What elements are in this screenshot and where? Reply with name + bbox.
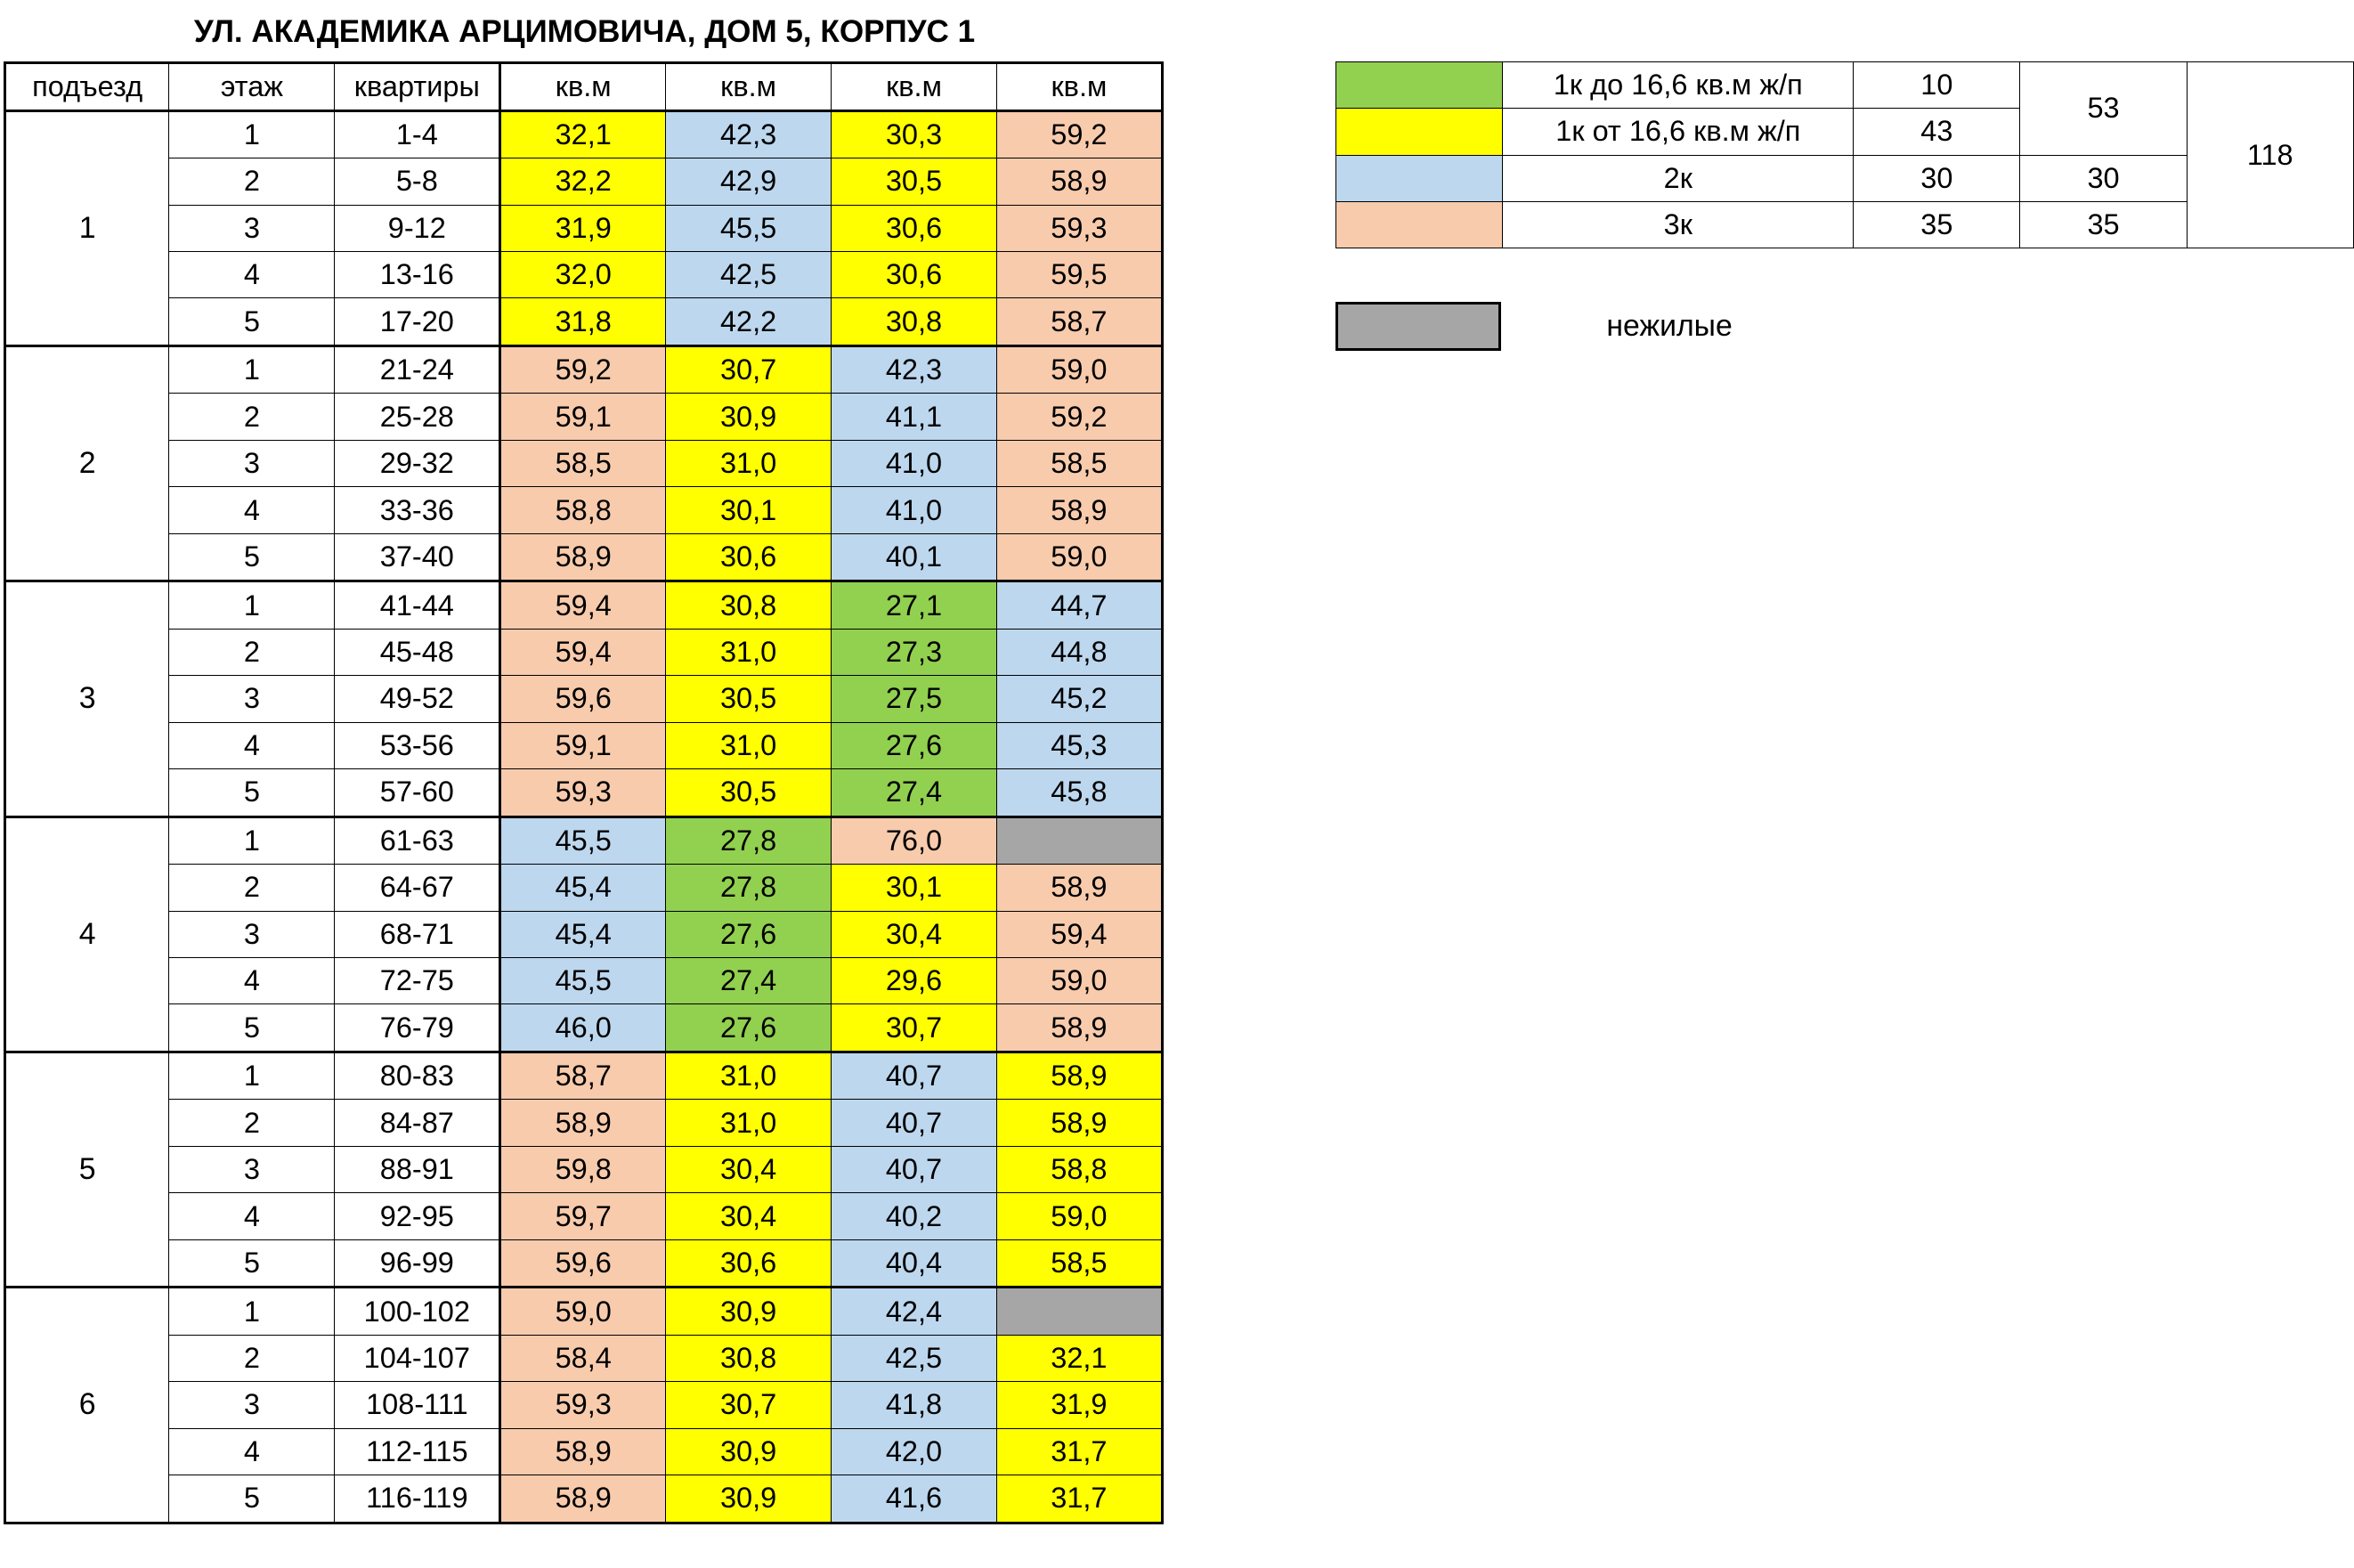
table-row [4, 110, 1162, 158]
floor-number: 4 [169, 251, 335, 297]
floor-number: 3 [169, 1146, 335, 1192]
area-cell: 30,6 [832, 205, 997, 251]
area-cell: 41,0 [832, 440, 997, 486]
apartments-table [4, 61, 1164, 1524]
floor-number: 4 [169, 1193, 335, 1239]
area-cell: 76,0 [832, 816, 997, 864]
area-cell: 30,5 [666, 769, 832, 816]
apartment-range: 68-71 [335, 911, 500, 957]
apartment-range: 92-95 [335, 1193, 500, 1239]
table-row [4, 533, 1162, 581]
table-row [4, 1100, 1162, 1146]
area-cell: 40,2 [832, 1193, 997, 1239]
area-cell: 59,2 [996, 110, 1162, 158]
area-cell: 59,6 [500, 676, 666, 722]
apartment-range: 49-52 [335, 676, 500, 722]
area-cell: 30,4 [666, 1146, 832, 1192]
table-row [4, 298, 1162, 345]
area-cell: 58,9 [500, 1475, 666, 1523]
floor-number: 1 [169, 581, 335, 629]
area-cell: 59,8 [500, 1146, 666, 1192]
area-cell: 41,1 [832, 394, 997, 440]
area-cell: 44,8 [996, 629, 1162, 675]
table-row [4, 1193, 1162, 1239]
apartments-table-body [4, 62, 1162, 1523]
apartment-range: 9-12 [335, 205, 500, 251]
table-row [4, 1239, 1162, 1287]
area-cell: 59,2 [500, 345, 666, 393]
table-row [4, 394, 1162, 440]
floor-number: 5 [169, 298, 335, 345]
floor-number: 5 [169, 533, 335, 581]
area-cell: 42,0 [832, 1428, 997, 1475]
area-cell: 27,4 [832, 769, 997, 816]
entrance-number: 1 [4, 110, 169, 345]
apartment-range: 5-8 [335, 158, 500, 205]
floor-number: 4 [169, 722, 335, 768]
legend-table [1335, 61, 2354, 248]
area-cell: 58,9 [996, 1052, 1162, 1099]
header-area: кв.м [500, 62, 666, 110]
floor-number: 4 [169, 487, 335, 533]
area-cell: 46,0 [500, 1004, 666, 1052]
area-cell: 31,0 [666, 1100, 832, 1146]
header-area: кв.м [666, 62, 832, 110]
legend-swatch-nonres [1335, 302, 1501, 351]
area-cell: 30,7 [832, 1004, 997, 1052]
area-cell: 58,9 [996, 158, 1162, 205]
apartment-range: 108-111 [335, 1382, 500, 1428]
area-cell: 30,4 [666, 1193, 832, 1239]
legend-swatch-3k [1336, 201, 1503, 248]
area-cell: 45,5 [666, 205, 832, 251]
area-cell: 30,6 [832, 251, 997, 297]
legend-label-nonres: нежилые [1606, 308, 1733, 343]
table-row [4, 676, 1162, 722]
table-row [4, 1004, 1162, 1052]
table-row [4, 1475, 1162, 1523]
legend-swatch-1k [1336, 109, 1503, 155]
area-cell: 31,0 [666, 1052, 832, 1099]
table-row [4, 722, 1162, 768]
area-cell: 30,8 [832, 298, 997, 345]
table-row [4, 1146, 1162, 1192]
area-cell: 40,7 [832, 1100, 997, 1146]
floor-number: 3 [169, 205, 335, 251]
area-cell: 58,7 [500, 1052, 666, 1099]
area-cell: 31,7 [996, 1475, 1162, 1523]
table-row [4, 911, 1162, 957]
legend-subtotal-3k: 35 [2020, 201, 2187, 248]
area-cell: 30,6 [666, 533, 832, 581]
header-area: кв.м [996, 62, 1162, 110]
nonresidential-cell [996, 1288, 1162, 1335]
area-cell: 32,1 [500, 110, 666, 158]
area-cell: 45,5 [500, 958, 666, 1004]
floor-number: 2 [169, 1335, 335, 1381]
area-cell: 27,3 [832, 629, 997, 675]
area-cell: 59,1 [500, 722, 666, 768]
area-cell: 27,6 [666, 911, 832, 957]
area-cell: 58,9 [996, 487, 1162, 533]
area-cell: 59,1 [500, 394, 666, 440]
area-cell: 32,1 [996, 1335, 1162, 1381]
apartment-range: 1-4 [335, 110, 500, 158]
area-cell: 40,1 [832, 533, 997, 581]
table-row [4, 958, 1162, 1004]
area-cell: 42,4 [832, 1288, 997, 1335]
apartment-range: 13-16 [335, 251, 500, 297]
area-cell: 58,5 [500, 440, 666, 486]
legend-label: 3к [1503, 201, 1854, 248]
floor-number: 2 [169, 1100, 335, 1146]
area-cell: 31,8 [500, 298, 666, 345]
floor-number: 2 [169, 158, 335, 205]
area-cell: 31,9 [996, 1382, 1162, 1428]
legend-count: 35 [1854, 201, 2020, 248]
entrance-number: 6 [4, 1288, 169, 1523]
apartment-range: 33-36 [335, 487, 500, 533]
floor-number: 1 [169, 816, 335, 864]
area-cell: 27,5 [832, 676, 997, 722]
floor-number: 5 [169, 1475, 335, 1523]
area-cell: 59,5 [996, 251, 1162, 297]
entrance-number: 2 [4, 345, 169, 581]
header-floor: этаж [169, 62, 335, 110]
apartment-range: 37-40 [335, 533, 500, 581]
area-cell: 31,7 [996, 1428, 1162, 1475]
table-row [4, 581, 1162, 629]
area-cell: 30,9 [666, 1288, 832, 1335]
apartment-range: 21-24 [335, 345, 500, 393]
entrance-number: 3 [4, 581, 169, 816]
apartment-range: 17-20 [335, 298, 500, 345]
header-apartments: квартиры [335, 62, 500, 110]
floor-number: 2 [169, 865, 335, 911]
area-cell: 30,9 [666, 1428, 832, 1475]
apartment-range: 72-75 [335, 958, 500, 1004]
floor-number: 3 [169, 1382, 335, 1428]
area-cell: 31,0 [666, 629, 832, 675]
area-cell: 58,8 [996, 1146, 1162, 1192]
area-cell: 58,7 [996, 298, 1162, 345]
area-cell: 30,1 [832, 865, 997, 911]
area-cell: 31,9 [500, 205, 666, 251]
area-cell: 30,5 [666, 676, 832, 722]
floor-number: 1 [169, 345, 335, 393]
area-cell: 59,4 [500, 629, 666, 675]
entrance-number: 5 [4, 1052, 169, 1287]
apartment-range: 80-83 [335, 1052, 500, 1099]
apartment-range: 45-48 [335, 629, 500, 675]
apartment-range: 116-119 [335, 1475, 500, 1523]
apartment-range: 29-32 [335, 440, 500, 486]
floor-number: 4 [169, 1428, 335, 1475]
floor-number: 5 [169, 769, 335, 816]
table-row [4, 1288, 1162, 1335]
legend-count: 10 [1854, 61, 2020, 108]
table-row [4, 345, 1162, 393]
apartment-range: 112-115 [335, 1428, 500, 1475]
nonresidential-cell [996, 816, 1162, 864]
apartment-range: 96-99 [335, 1239, 500, 1287]
floor-number: 2 [169, 629, 335, 675]
area-cell: 41,6 [832, 1475, 997, 1523]
legend-label: 1к до 16,6 кв.м ж/п [1503, 61, 1854, 108]
floor-number: 3 [169, 676, 335, 722]
legend-count: 30 [1854, 155, 2020, 201]
legend-subtotal-1k: 53 [2020, 61, 2187, 155]
area-cell: 29,6 [832, 958, 997, 1004]
area-cell: 58,8 [500, 487, 666, 533]
area-cell: 58,9 [500, 1428, 666, 1475]
floor-number: 3 [169, 911, 335, 957]
area-cell: 42,2 [666, 298, 832, 345]
area-cell: 27,8 [666, 816, 832, 864]
area-cell: 58,9 [996, 1004, 1162, 1052]
table-row [4, 440, 1162, 486]
apartment-range: 88-91 [335, 1146, 500, 1192]
area-cell: 27,1 [832, 581, 997, 629]
area-cell: 58,4 [500, 1335, 666, 1381]
area-cell: 40,7 [832, 1052, 997, 1099]
area-cell: 42,9 [666, 158, 832, 205]
table-row [4, 251, 1162, 297]
area-cell: 59,4 [996, 911, 1162, 957]
document-title: УЛ. АКАДЕМИКА АРЦИМОВИЧА, ДОМ 5, КОРПУС 1 [193, 14, 976, 50]
floor-number: 3 [169, 440, 335, 486]
apartment-range: 25-28 [335, 394, 500, 440]
area-cell: 30,7 [666, 1382, 832, 1428]
area-cell: 45,5 [500, 816, 666, 864]
area-cell: 30,1 [666, 487, 832, 533]
area-cell: 30,7 [666, 345, 832, 393]
apartment-range: 104-107 [335, 1335, 500, 1381]
legend-total: 118 [2187, 61, 2353, 248]
area-cell: 59,3 [500, 1382, 666, 1428]
area-cell: 30,4 [832, 911, 997, 957]
legend-count: 43 [1854, 109, 2020, 155]
area-cell: 31,0 [666, 440, 832, 486]
area-cell: 58,5 [996, 440, 1162, 486]
floor-number: 1 [169, 110, 335, 158]
area-cell: 27,6 [832, 722, 997, 768]
area-cell: 41,8 [832, 1382, 997, 1428]
apartment-range: 100-102 [335, 1288, 500, 1335]
table-row [4, 487, 1162, 533]
table-row [4, 769, 1162, 816]
header-entrance: подъезд [4, 62, 169, 110]
area-cell: 41,0 [832, 487, 997, 533]
floor-number: 1 [169, 1052, 335, 1099]
table-row [4, 1052, 1162, 1099]
area-cell: 45,2 [996, 676, 1162, 722]
area-cell: 59,0 [996, 1193, 1162, 1239]
legend-label: 2к [1503, 155, 1854, 201]
area-cell: 30,9 [666, 394, 832, 440]
table-row [4, 158, 1162, 205]
area-cell: 42,3 [666, 110, 832, 158]
header-area: кв.м [832, 62, 997, 110]
legend-subtotal-2k: 30 [2020, 155, 2187, 201]
legend-label: 1к от 16,6 кв.м ж/п [1503, 109, 1854, 155]
area-cell: 45,4 [500, 865, 666, 911]
area-cell: 40,4 [832, 1239, 997, 1287]
area-cell: 44,7 [996, 581, 1162, 629]
area-cell: 30,8 [666, 581, 832, 629]
area-cell: 30,8 [666, 1335, 832, 1381]
area-cell: 31,0 [666, 722, 832, 768]
apartment-range: 76-79 [335, 1004, 500, 1052]
table-row [4, 1335, 1162, 1381]
floor-number: 5 [169, 1004, 335, 1052]
table-row [4, 865, 1162, 911]
area-cell: 59,4 [500, 581, 666, 629]
area-cell: 45,8 [996, 769, 1162, 816]
area-cell: 59,0 [500, 1288, 666, 1335]
table-row [4, 1382, 1162, 1428]
table-row [4, 816, 1162, 864]
area-cell: 58,9 [500, 533, 666, 581]
floor-number: 1 [169, 1288, 335, 1335]
floor-number: 2 [169, 394, 335, 440]
apartment-range: 41-44 [335, 581, 500, 629]
area-cell: 45,4 [500, 911, 666, 957]
area-cell: 58,5 [996, 1239, 1162, 1287]
entrance-number: 4 [4, 816, 169, 1052]
area-cell: 30,5 [832, 158, 997, 205]
area-cell: 58,9 [996, 865, 1162, 911]
area-cell: 59,3 [500, 769, 666, 816]
area-cell: 42,5 [666, 251, 832, 297]
apartment-range: 53-56 [335, 722, 500, 768]
area-cell: 59,7 [500, 1193, 666, 1239]
floor-number: 4 [169, 958, 335, 1004]
area-cell: 58,9 [500, 1100, 666, 1146]
apartment-range: 61-63 [335, 816, 500, 864]
area-cell: 45,3 [996, 722, 1162, 768]
apartment-range: 64-67 [335, 865, 500, 911]
area-cell: 42,3 [832, 345, 997, 393]
floor-number: 5 [169, 1239, 335, 1287]
area-cell: 59,6 [500, 1239, 666, 1287]
table-row [4, 205, 1162, 251]
legend-swatch-2k [1336, 155, 1503, 201]
area-cell: 59,2 [996, 394, 1162, 440]
area-cell: 30,6 [666, 1239, 832, 1287]
area-cell: 32,0 [500, 251, 666, 297]
apartment-range: 84-87 [335, 1100, 500, 1146]
area-cell: 27,6 [666, 1004, 832, 1052]
area-cell: 59,0 [996, 533, 1162, 581]
area-cell: 27,4 [666, 958, 832, 1004]
area-cell: 30,3 [832, 110, 997, 158]
area-cell: 40,7 [832, 1146, 997, 1192]
legend-swatch-1k-small [1336, 61, 1503, 108]
area-cell: 59,0 [996, 345, 1162, 393]
area-cell: 59,0 [996, 958, 1162, 1004]
area-cell: 32,2 [500, 158, 666, 205]
apartment-range: 57-60 [335, 769, 500, 816]
table-row [4, 1428, 1162, 1475]
area-cell: 30,9 [666, 1475, 832, 1523]
area-cell: 58,9 [996, 1100, 1162, 1146]
area-cell: 27,8 [666, 865, 832, 911]
legend-row-1k-small [1336, 61, 2354, 108]
table-row [4, 629, 1162, 675]
table-header-row [4, 62, 1162, 110]
area-cell: 59,3 [996, 205, 1162, 251]
area-cell: 42,5 [832, 1335, 997, 1381]
